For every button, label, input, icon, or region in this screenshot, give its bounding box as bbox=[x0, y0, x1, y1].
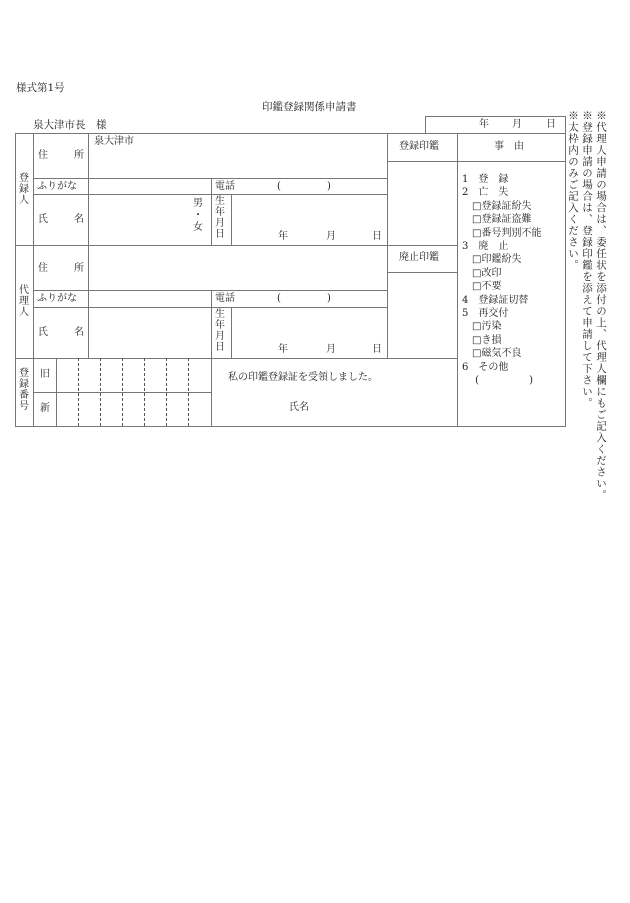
registrant-birth-year: 年 bbox=[278, 231, 288, 242]
agent-phone-close: ) bbox=[327, 293, 331, 304]
gender-male-option[interactable]: 男 bbox=[193, 198, 203, 209]
registrant-phone-open: ( bbox=[277, 181, 281, 192]
note-agent: ※代理人申請の場合は、委任状を添付の上、代理人欄にもご記入ください。 bbox=[595, 110, 607, 501]
receipt-name-label: 氏名 bbox=[289, 402, 309, 413]
registrant-birth-month: 月 bbox=[326, 231, 336, 242]
agent-birth-field[interactable] bbox=[232, 308, 386, 357]
gender-female-option[interactable]: 女 bbox=[193, 222, 203, 233]
registrant-group-label: 登録人 bbox=[19, 173, 29, 206]
agent-group-label: 代理人 bbox=[19, 285, 29, 318]
agent-address-field[interactable] bbox=[89, 246, 386, 289]
gender-separator: ・ bbox=[193, 210, 203, 221]
date-day: 日 bbox=[546, 119, 556, 130]
abolished-seal-label: 廃止印鑑 bbox=[399, 252, 439, 263]
registration-number-label: 登録番号 bbox=[19, 368, 29, 412]
receipt-statement: 私の印鑑登録証を受領しました。 bbox=[228, 372, 378, 383]
reason-checkbox-magnetic-fault[interactable]: □磁気不良 bbox=[462, 348, 522, 360]
old-number-field[interactable] bbox=[57, 359, 210, 391]
reason-checkbox-unneeded[interactable]: □不要 bbox=[462, 281, 502, 293]
old-number-label: 旧 bbox=[40, 369, 50, 380]
registrant-furigana-label: ふりがな bbox=[37, 181, 77, 192]
agent-phone-field[interactable] bbox=[240, 291, 386, 306]
reason-item-abolish[interactable]: 3 廃 止 bbox=[462, 241, 509, 252]
agent-name-label-1: 氏 bbox=[38, 327, 48, 338]
form-title: 印鑑登録関係申請書 bbox=[262, 101, 357, 113]
registrant-phone-field[interactable] bbox=[240, 179, 386, 193]
agent-furigana-label: ふりがな bbox=[37, 293, 77, 304]
registrant-phone-label: 電話 bbox=[215, 181, 235, 192]
agent-birth-month: 月 bbox=[326, 344, 336, 355]
reason-header: 事 由 bbox=[494, 141, 524, 152]
reason-checkbox-soiled[interactable]: □汚染 bbox=[462, 321, 502, 333]
registrant-phone-close: ) bbox=[327, 181, 331, 192]
agent-birth-label: 生年月日 bbox=[215, 309, 225, 353]
reason-item-other[interactable]: 6 その他 bbox=[462, 361, 509, 373]
abolished-seal-area[interactable] bbox=[388, 273, 456, 357]
registrant-name-label-2: 名 bbox=[74, 214, 84, 225]
agent-birth-day: 日 bbox=[372, 344, 382, 355]
form-number: 様式第1号 bbox=[16, 82, 65, 94]
agent-phone-open: ( bbox=[277, 293, 281, 304]
reason-item-card-switch[interactable]: 4 登録証切替 bbox=[462, 294, 529, 306]
registrant-name-field[interactable] bbox=[89, 195, 189, 244]
agent-phone-label: 電話 bbox=[215, 293, 235, 304]
reason-checkbox-number-unreadable[interactable]: □番号判別不能 bbox=[462, 227, 542, 239]
addressee: 泉大津市長 様 bbox=[33, 119, 107, 131]
reason-checkbox-card-lost[interactable]: □登録証紛失 bbox=[462, 200, 532, 212]
agent-furigana-field[interactable] bbox=[89, 291, 210, 306]
registrant-birth-label: 生年月日 bbox=[215, 196, 225, 240]
registrant-address-field[interactable]: 泉大津市 bbox=[94, 136, 134, 147]
receipt-name-field[interactable] bbox=[315, 396, 455, 420]
registrant-name-label-1: 氏 bbox=[38, 214, 48, 225]
new-number-field[interactable] bbox=[57, 393, 210, 425]
date-year: 年 bbox=[479, 119, 489, 130]
registrant-birth-field[interactable] bbox=[232, 195, 386, 244]
registered-seal-label: 登録印鑑 bbox=[399, 141, 439, 152]
agent-name-label-2: 名 bbox=[74, 327, 84, 338]
agent-name-field[interactable] bbox=[89, 308, 210, 357]
reason-checkbox-card-stolen[interactable]: □登録証盗難 bbox=[462, 214, 532, 226]
registrant-address-label-2: 所 bbox=[74, 150, 84, 161]
note-bold-frame: ※太枠内のみご記入ください。 bbox=[567, 110, 579, 271]
registrant-birth-day: 日 bbox=[372, 231, 382, 242]
agent-address-label-1: 住 bbox=[38, 263, 48, 274]
registrant-address-label-1: 住 bbox=[38, 150, 48, 161]
registrant-furigana-field[interactable] bbox=[89, 179, 210, 193]
agent-address-label-2: 所 bbox=[74, 263, 84, 274]
reason-checkbox-seal-change[interactable]: □改印 bbox=[462, 267, 502, 279]
reason-item-loss[interactable]: 2 亡 失 bbox=[462, 187, 509, 199]
reason-other-field[interactable]: ( ) bbox=[462, 375, 533, 386]
agent-birth-year: 年 bbox=[278, 344, 288, 355]
reason-item-register[interactable]: 1 登 録 bbox=[462, 174, 509, 185]
reason-checkbox-seal-lost[interactable]: □印鑑紛失 bbox=[462, 254, 522, 266]
date-month: 月 bbox=[512, 119, 522, 130]
new-number-label: 新 bbox=[40, 403, 50, 414]
note-registration: ※登録申請の場合は、登録印鑑を添えて申請して下さい。 bbox=[581, 110, 593, 409]
reason-item-reissue[interactable]: 5 再交付 bbox=[462, 308, 509, 319]
reason-checkbox-damaged[interactable]: □き損 bbox=[462, 334, 502, 346]
